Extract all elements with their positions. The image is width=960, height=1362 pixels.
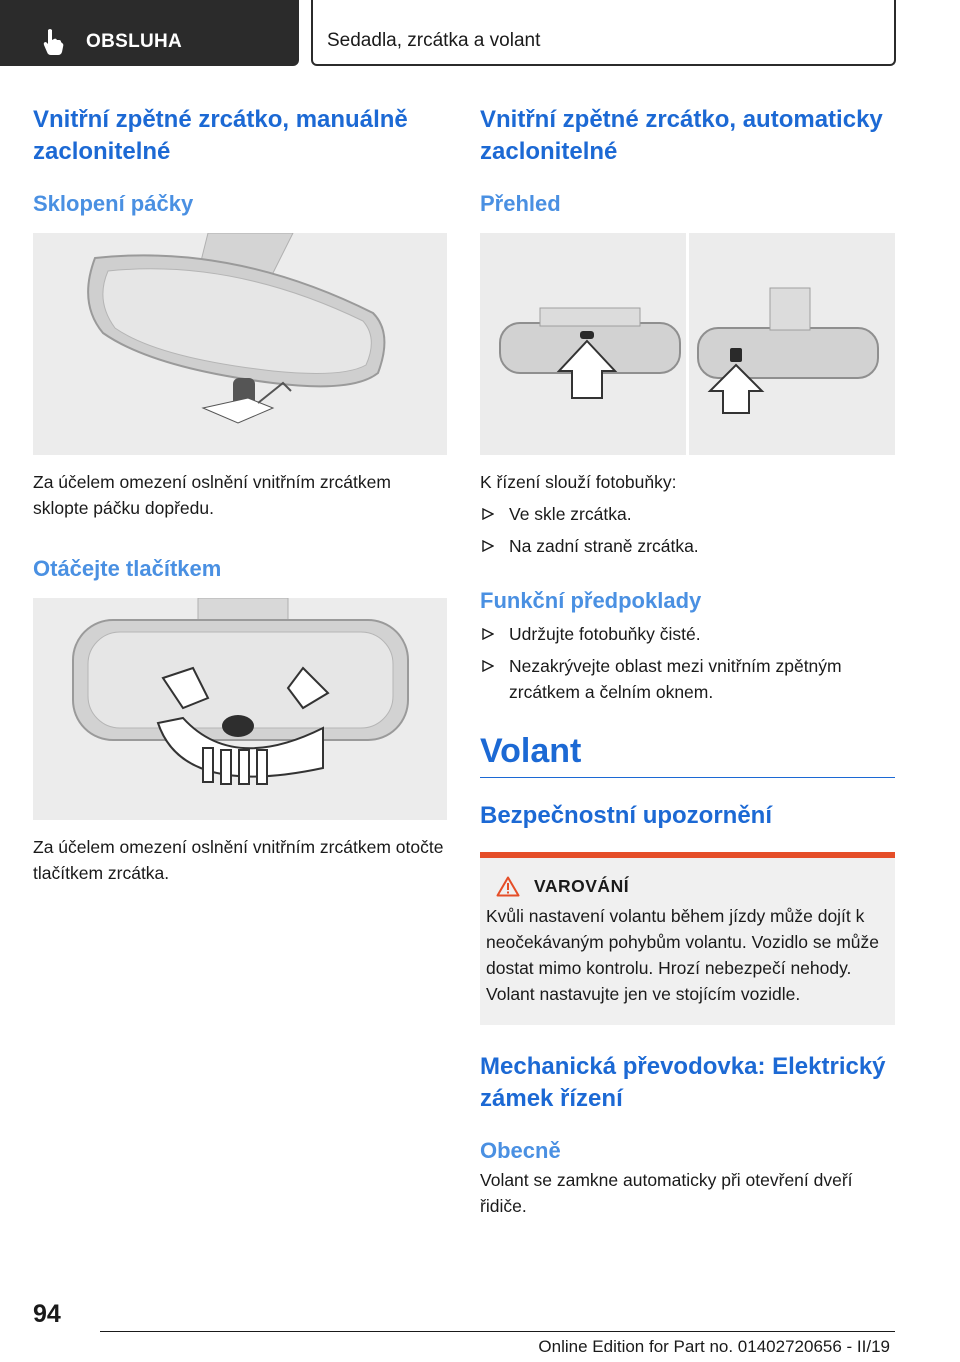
- triangle-right-icon: [482, 508, 494, 520]
- page-number: 94: [33, 1300, 61, 1328]
- warning-triangle-icon: [496, 876, 520, 897]
- photocell-list: [480, 501, 895, 559]
- list-item: Udržujte fotobuňky čisté.: [480, 621, 895, 647]
- steering-lock-heading: Mechanická převodovka: Elektrický zámek řízení: [480, 1053, 886, 1112]
- list-item: Ve skle zrcátka.: [480, 501, 895, 527]
- header-chapter-tab[interactable]: [311, 0, 896, 66]
- general-subheading: Obecně: [480, 1138, 561, 1163]
- safety-heading: Bezpečnostní upozornění: [480, 802, 773, 829]
- triangle-right-icon: [482, 628, 494, 640]
- figure-mirror-button: [33, 598, 447, 820]
- left-column: [33, 104, 447, 886]
- volant-heading: Volant: [480, 729, 895, 778]
- header-section-label: OBSLUHA: [86, 31, 183, 52]
- list-item: Na zadní straně zrcátka.: [480, 533, 895, 559]
- left-subsection-title-1: Sklopení páčky: [33, 191, 194, 216]
- pointing-hand-icon: [42, 28, 64, 56]
- left-subsection-title-2: Otáčejte tlačítkem: [33, 556, 222, 581]
- right-section-title: Vnitřní zpětné zrcátko, automaticky zaclonitelné: [480, 106, 883, 165]
- requirements-list: [480, 621, 895, 705]
- right-paragraph-1: K řízení slouží fotobuňky:: [480, 472, 677, 492]
- right-paragraph-3: Volant se zamkne automaticky při otevření dveří řidiče.: [480, 1170, 853, 1216]
- header-section-tab[interactable]: [0, 0, 299, 66]
- triangle-right-icon: [482, 540, 494, 552]
- right-column: [480, 104, 895, 1219]
- list-item: Nezakrývejte oblast mezi vnitřním zpětným zrcátkem a čelním oknem.: [480, 653, 895, 705]
- warning-label: VAROVÁNÍ: [534, 876, 630, 896]
- header-chapter-label: Sedadla, zrcátka a volant: [327, 30, 541, 51]
- left-paragraph-1: Za účelem omezení oslnění vnitřním zrcátkem sklopte páčku dopředu.: [33, 472, 391, 518]
- warning-text: Kvůli nastavení volantu během jízdy může dojít k neočekávaným pohybům volantu. Vozidlo se může dostat mimo kontrolu. Hrozí nebezpečí nehody. Volant nastavujte jen ve stojícím vozidle.: [486, 906, 880, 1004]
- figure-mirror-lever: [33, 233, 447, 455]
- right-subsection-title-2: Funkční předpoklady: [480, 588, 702, 613]
- triangle-right-icon: [482, 660, 494, 672]
- left-section-title: Vnitřní zpětné zrcátko, manuálně zaclonitelné: [33, 106, 408, 165]
- footer-divider: [100, 1331, 895, 1332]
- warning-box: [480, 852, 895, 1025]
- right-subsection-title-1: Přehled: [480, 191, 561, 216]
- footer-edition: Online Edition for Part no. 01402720656 - II/19: [538, 1337, 890, 1356]
- figure-photocells: [480, 233, 895, 455]
- left-paragraph-2: Za účelem omezení oslnění vnitřním zrcátkem otočte tlačítkem zrcátka.: [33, 837, 444, 883]
